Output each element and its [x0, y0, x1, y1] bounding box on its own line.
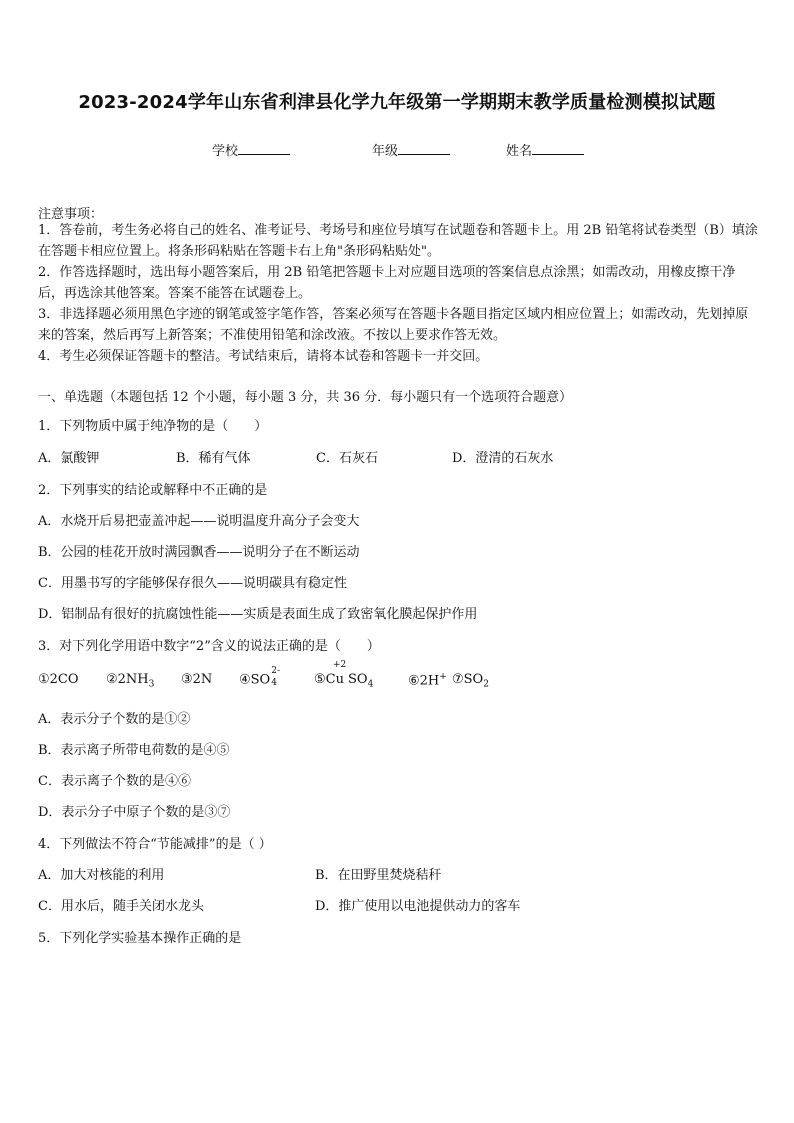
q2-option-b: B．公园的桂花开放时满园飘香——说明分子在不断运动 [38, 545, 360, 560]
formula-2-main: ②2NH [106, 672, 149, 687]
exam-title: 2023-2024学年山东省利津县化学九年级第一学期期末教学质量检测模拟试题 [78, 92, 716, 113]
formula-4-main: ④SO [239, 672, 271, 688]
formula-5 [314, 660, 374, 690]
q1-option-b: B．稀有气体 [176, 451, 251, 466]
question-1-stem: 1．下列物质中属于纯净物的是（ ） [38, 419, 268, 434]
name-blank[interactable] [532, 142, 584, 155]
section-heading: 一、单选题（本题包括 12 个小题，每小题 3 分，共 36 分．每小题只有一个选项符合题意） [38, 390, 573, 405]
q4-option-a: A．加大对核能的利用 [38, 868, 165, 883]
q4-option-d: D．推广使用以电池提供动力的客车 [315, 899, 521, 914]
formula-1: ①2CO [38, 672, 79, 687]
q1-option-d: D．澄清的石灰水 [452, 451, 554, 466]
question-5-stem: 5．下列化学实验基本操作正确的是 [38, 931, 242, 946]
question-3-stem: 3．对下列化学用语中数字“2”含义的说法正确的是（ ） [38, 639, 380, 654]
formula-4 [239, 666, 280, 691]
formula-2-subscript: 3 [148, 679, 155, 690]
formula-5-subscript: 4 [367, 679, 374, 690]
notice-item: 2．作答选择题时，选出每小题答案后，用 2B 铅笔把答题卡上对应题目选项的答案信息点涂黑；如需改动，用橡皮擦干净后，再选涂其他答案。答案不能答在试题卷上。 [38, 265, 736, 301]
notice-item: 1．答卷前，考生务必将自己的姓名、准考证号、考场号和座位号填写在试题卷和答题卡上。用 2B 铅笔将试卷类型（B）填涂在答题卡相应位置上。将条形码粘贴在答题卡右上角"条形码粘贴处"。 [38, 223, 758, 259]
q2-option-a: A．水烧开后易把壶盖冲起——说明温度升高分子会变大 [38, 514, 360, 529]
notice-heading: 注意事项： [38, 207, 104, 222]
q2-option-d: D．铝制品有很好的抗腐蚀性能——实质是表面生成了致密氧化膜起保护作用 [38, 607, 478, 622]
q4-option-b: B．在田野里焚烧秸秆 [315, 868, 442, 883]
school-label: 学校 [212, 144, 239, 159]
formula-7-main: ⑦SO [452, 672, 484, 687]
formula-5-so: SO [347, 672, 368, 687]
q3-option-d: D．表示分子中原子个数的是③⑦ [38, 805, 231, 820]
name-label: 姓名 [506, 144, 533, 159]
school-field [212, 140, 290, 159]
formula-7-subscript: 2 [483, 679, 489, 690]
notice-item: 3．非选择题必须用黑色字迹的钢笔或签字笔作答，答案必须写在答题卡各题目指定区域内相应位置上；如需改动，先划掉原来的答案，然后再写上新答案；不准使用铅笔和涂改液。不按以上要求作答无效。 [38, 307, 749, 343]
notice-item: 4．考生必须保证答题卡的整洁。考试结束后，请将本试卷和答题卡一并交回。 [38, 349, 489, 364]
formula-4-subscript: 4 [271, 678, 277, 688]
grade-field [372, 140, 450, 159]
q3-option-c: C．表示离子个数的是④⑥ [38, 774, 191, 789]
grade-label: 年级 [372, 144, 399, 159]
formula-5-valence: +2 [333, 660, 347, 670]
school-blank[interactable] [238, 142, 290, 155]
formula-6-charge: + [439, 672, 447, 682]
q3-option-a: A．表示分子个数的是①② [38, 712, 191, 727]
formula-2 [106, 672, 154, 690]
q4-option-c: C．用水后，随手关闭水龙头 [38, 899, 204, 914]
formula-4-charge: 2- [271, 666, 280, 676]
formula-6-main: ⑥2H [408, 673, 440, 689]
formula-5-cu: Cu [325, 672, 344, 687]
question-2-stem: 2．下列事实的结论或解释中不正确的是 [38, 483, 268, 498]
formula-3: ③2N [181, 672, 213, 687]
q2-option-c: C．用墨书写的字能够保存很久——说明碳具有稳定性 [38, 576, 347, 591]
q1-option-c: C．石灰石 [316, 451, 378, 466]
formula-6 [408, 672, 447, 688]
question-4-stem: 4．下列做法不符合“节能减排”的是（ ） [38, 837, 272, 852]
q3-option-b: B．表示离子所带电荷数的是④⑤ [38, 743, 230, 758]
name-field [506, 140, 584, 159]
grade-blank[interactable] [398, 142, 450, 155]
q1-option-a: A．氯酸钾 [38, 451, 100, 466]
formula-7 [452, 672, 489, 690]
formula-5-marker: ⑤ [314, 672, 326, 687]
